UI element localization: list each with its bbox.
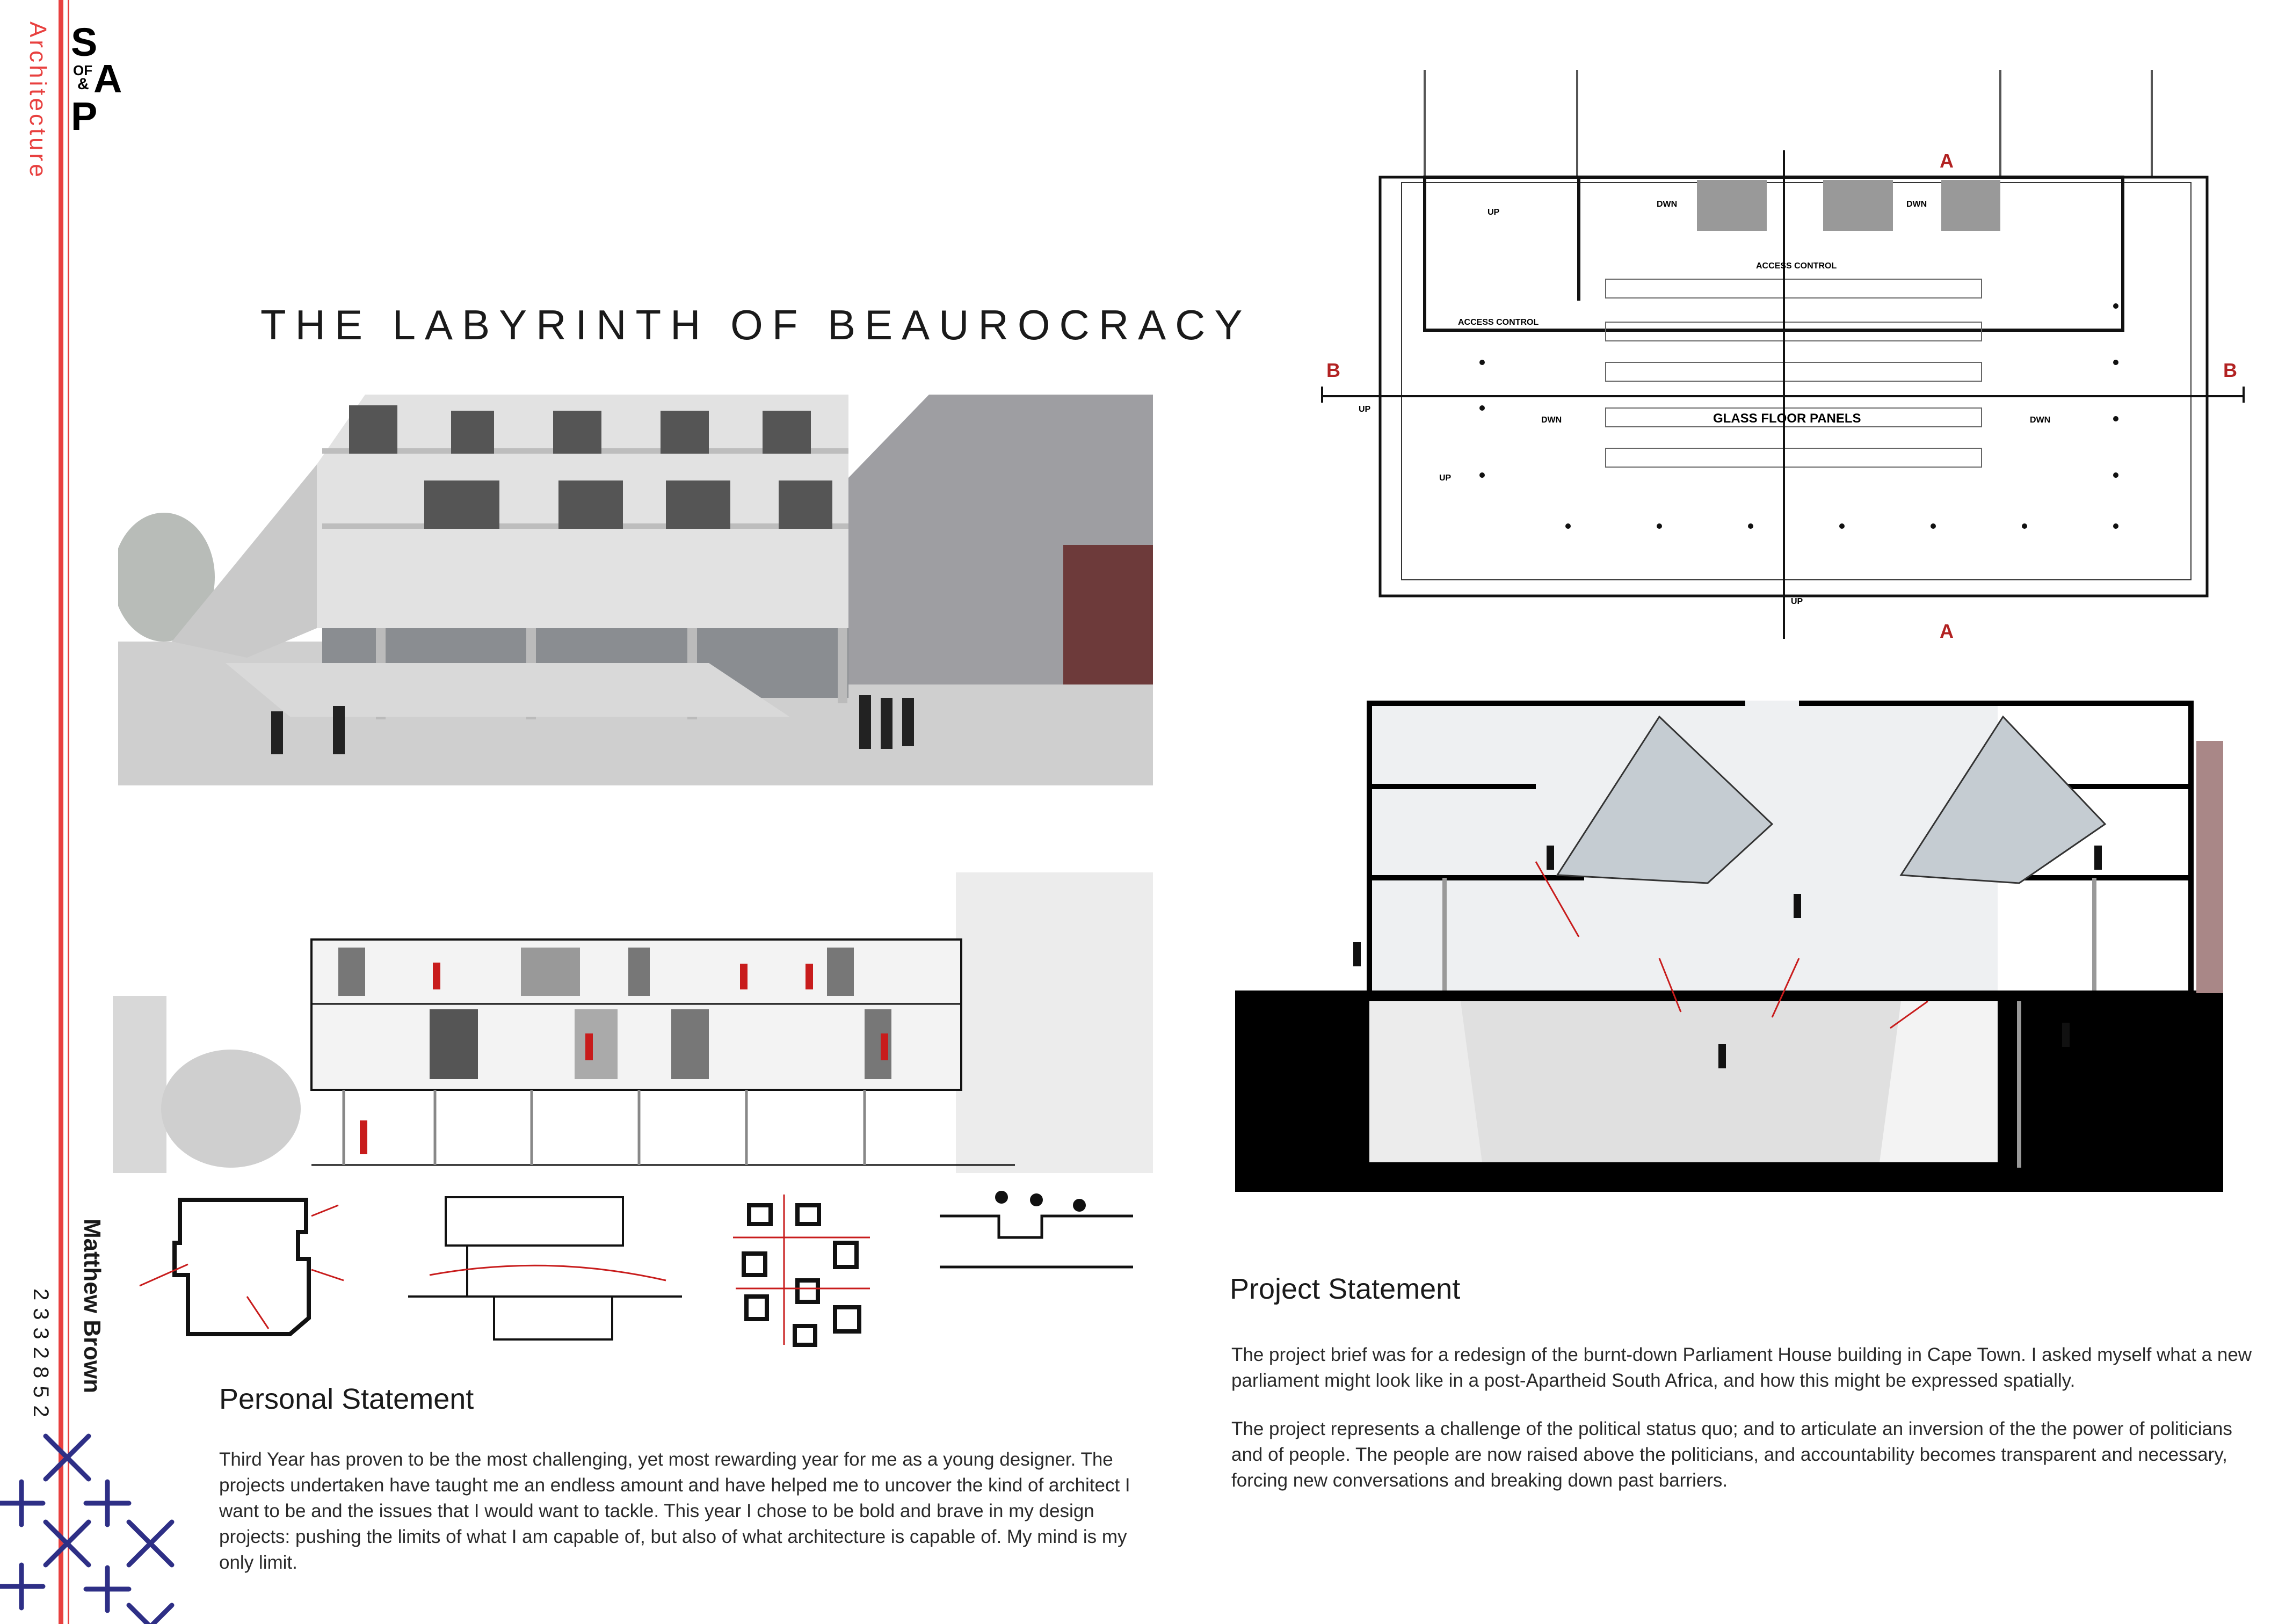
red-vertical-bar xyxy=(59,0,63,1624)
plan-label-access-control: ACCESS CONTROL xyxy=(1756,261,1837,271)
sketch-section-2 xyxy=(940,1216,1133,1267)
plan-label-access-control: ACCESS CONTROL xyxy=(1458,318,1539,327)
concept-sketches xyxy=(129,1189,1149,1350)
project-statement-text xyxy=(1231,1342,2257,1516)
project-statement-paragraph-2: The project represents a challenge of the political status quo; and to articulate an inversion of the the power of politicians and of people. The people are now raised above the politicians, and accountability becomes transparent and necessary, forcing new conversations and breaking down past barriers. xyxy=(1231,1418,2232,1491)
sketch-blocks xyxy=(744,1205,859,1345)
architecture-label xyxy=(25,21,51,215)
logo-letter-p: P xyxy=(71,94,98,139)
section-marker-b-right: B xyxy=(2223,359,2237,381)
x-mark xyxy=(129,1522,172,1565)
plan-label-up: UP xyxy=(1791,597,1803,606)
personal-statement-paragraph: Third Year has proven to be the most challenging, yet most rewarding year for me as a young designer. The projects undertaken have taught me an endless amount and have helped me to uncover the kind of architect I want to be and the issues that I would want to tackle. This year I chose to be bold and brave in my design projects: pushing the limits of what I am capable of, but also of what architecture is capable of. My mind is my only limit. xyxy=(219,1449,1130,1573)
plus-mark xyxy=(0,1565,43,1608)
plus-mark xyxy=(86,1482,129,1525)
plan-label-up: UP xyxy=(1439,474,1452,483)
plan-label-up: UP xyxy=(1487,208,1500,217)
student-name: Matthew Brown xyxy=(79,1219,105,1394)
plus-mark xyxy=(0,1482,43,1525)
project-statement-heading: Project Statement xyxy=(1230,1273,1461,1305)
logo-letter-s: S xyxy=(71,23,98,64)
personal-statement-text xyxy=(219,1447,1148,1598)
plan-label-down: DWN xyxy=(1657,200,1678,209)
sketch-section xyxy=(446,1197,623,1246)
project-statement-paragraph-1: The project brief was for a redesign of the burnt-down Parliament House building in Cape Town. I asked myself what a new parliament might look like in a post-Apartheid South Africa, and how this might be expressed spatially. xyxy=(1231,1344,2252,1391)
project-title: THE LABYRINTH OF BEAUROCRACY xyxy=(260,301,1252,348)
red-vertical-bar-thin xyxy=(68,0,69,1624)
x-mark xyxy=(46,1522,89,1565)
section-marker-b-left: B xyxy=(1326,359,1340,381)
logo-small-of: OF xyxy=(73,62,93,78)
section-marker-a-top: A xyxy=(1940,150,1954,172)
plan-label-down: DWN xyxy=(1541,416,1562,425)
plus-mark xyxy=(86,1568,129,1611)
elevation-drawing xyxy=(113,872,1153,1173)
x-mark xyxy=(129,1605,172,1624)
floor-plan xyxy=(1321,70,2245,655)
cross-pattern xyxy=(0,1423,183,1624)
plan-label-glass-floor: GLASS FLOOR PANELS xyxy=(1713,411,1861,426)
sketch-plan xyxy=(175,1200,309,1334)
section-marker-a-bottom: A xyxy=(1940,620,1954,642)
logo-small-amp: & xyxy=(77,75,89,93)
plan-label-down: DWN xyxy=(1906,200,1927,209)
plan-label-down: DWN xyxy=(2030,416,2051,425)
logo-letter-a: A xyxy=(93,56,122,101)
plan-label-up: UP xyxy=(1359,405,1371,414)
sap-logo xyxy=(70,23,129,146)
student-number: 2332852 xyxy=(29,1288,53,1425)
personal-statement-heading: Personal Statement xyxy=(219,1383,474,1415)
section-perspective xyxy=(1235,701,2223,1192)
architecture-text: Architecture xyxy=(25,21,51,180)
exterior-render xyxy=(118,384,1153,785)
x-mark xyxy=(46,1436,89,1479)
